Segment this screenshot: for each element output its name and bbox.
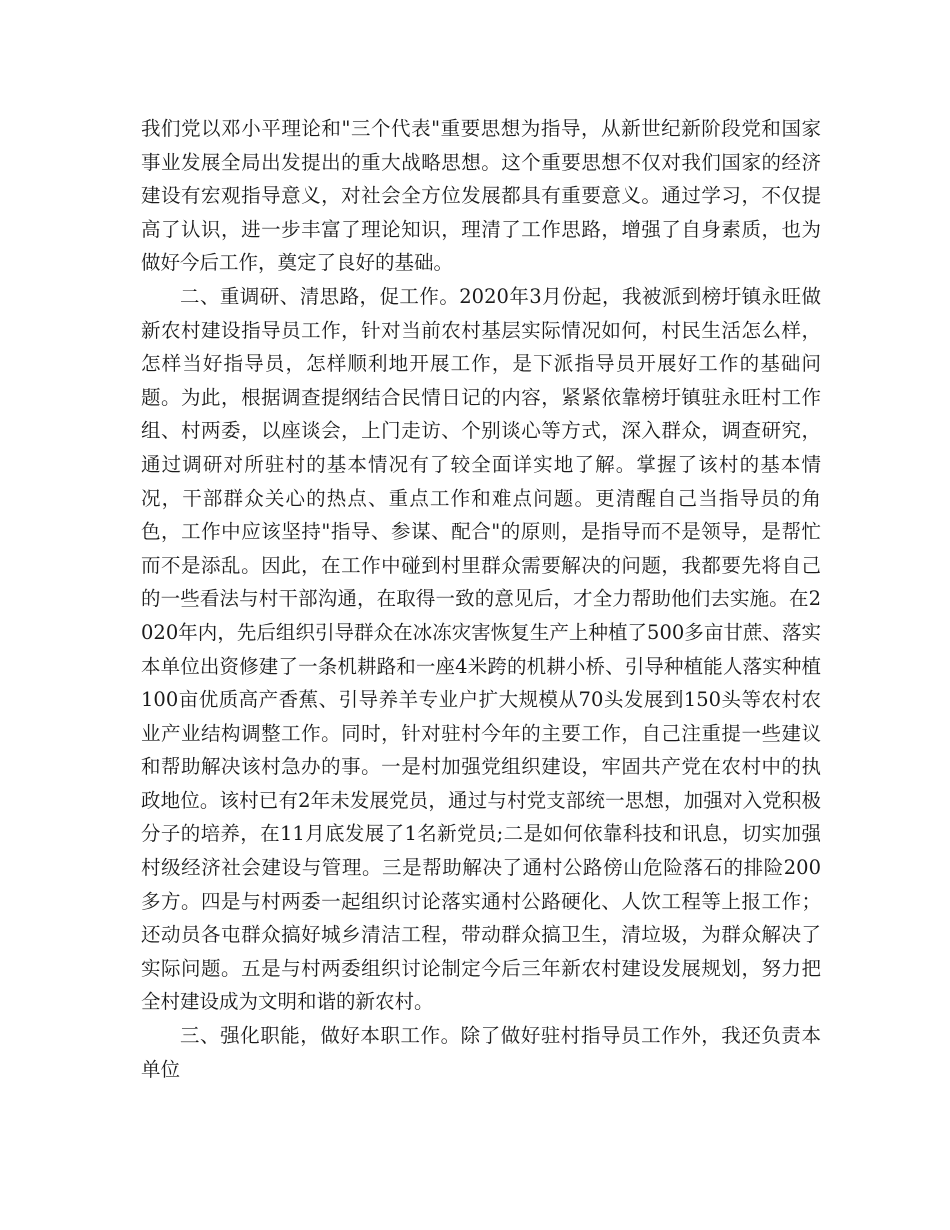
paragraph-theory-study: 我们党以邓小平理论和"三个代表"重要思想为指导，从新世纪新阶段党和国家事业发展全局出发提出的重大战略思想。这个重要思想不仅对我们国家的经济建设有宏观指导意义，对社会全方位发展都具有重要意义。通过学习，不仅提高了认识，进一步丰富了理论知识，理清了工作思路，增强了自身素质，也为做好今后工作，奠定了良好的基础。 [141,117,821,275]
paragraph-research-work: 二、重调研、清思路，促工作。2020年3月份起，我被派到榜圩镇永旺做新农村建设指导员工作，针对当前农村基层实际情况如何，村民生活怎么样，怎样当好指导员，怎样顺利地开展工作，是下派指导员开展好工作的基础问题。为此，根据调查提纲结合民情日记的内容，紧紧依靠榜圩镇驻永旺村工作组、村两委，以座谈会，上门走访、个别谈心等方式，深入群众，调查研究，通过调研对所驻村的基本情况有了较全面详实地了解。掌握了该村的基本情况，干部群众关心的热点、重点工作和难点问题。更清醒自己当指导员的角色，工作中应该坚持"指导、参谋、配合"的原则，是指导而不是领导，是帮忙而不是添乱。因此，在工作中碰到村里群众需要解决的问题，我都要先将自己的一些看法与村干部沟通，在取得一致的意见后，才全力帮助他们去实施。在2020年内，先后组织引导群众在冰冻灾害恢复生产上种植了500多亩甘蔗、落实本单位出资修建了一条机耕路和一座4米跨的机耕小桥、引导种植能人落实种植100亩优质高产香蕉、引导养羊专业户扩大规模从70头发展到150头等农村农业产业结构调整工作。同时，针对驻村今年的主要工作，自己注重提一些建议和帮助解决该村急办的事。一是村加强党组织建设，牢固共产党在农村中的执政地位。该村已有2年未发展党员，通过与村党支部统一思想，加强对入党积极分子的培养，在11月底发展了1名新党员;二是如何依靠科技和讯息，切实加强村级经济社会建设与管理。三是帮助解决了通村公路傍山危险落石的排险200多方。四是与村两委一起组织讨论落实通村公路硬化、人饮工程等上报工作；还动员各屯群众搞好城乡清洁工程，带动群众搞卫生，清垃圾，为群众解决了实际问题。五是与村两委组织讨论制定今后三年新农村建设发展规划，努力把全村建设成为文明和谐的新农村。 [141,284,821,1014]
paragraph-duties: 三、强化职能，做好本职工作。除了做好驻村指导员工作外，我还负责本单位 [141,1024,821,1081]
document-body [141,112,821,1086]
